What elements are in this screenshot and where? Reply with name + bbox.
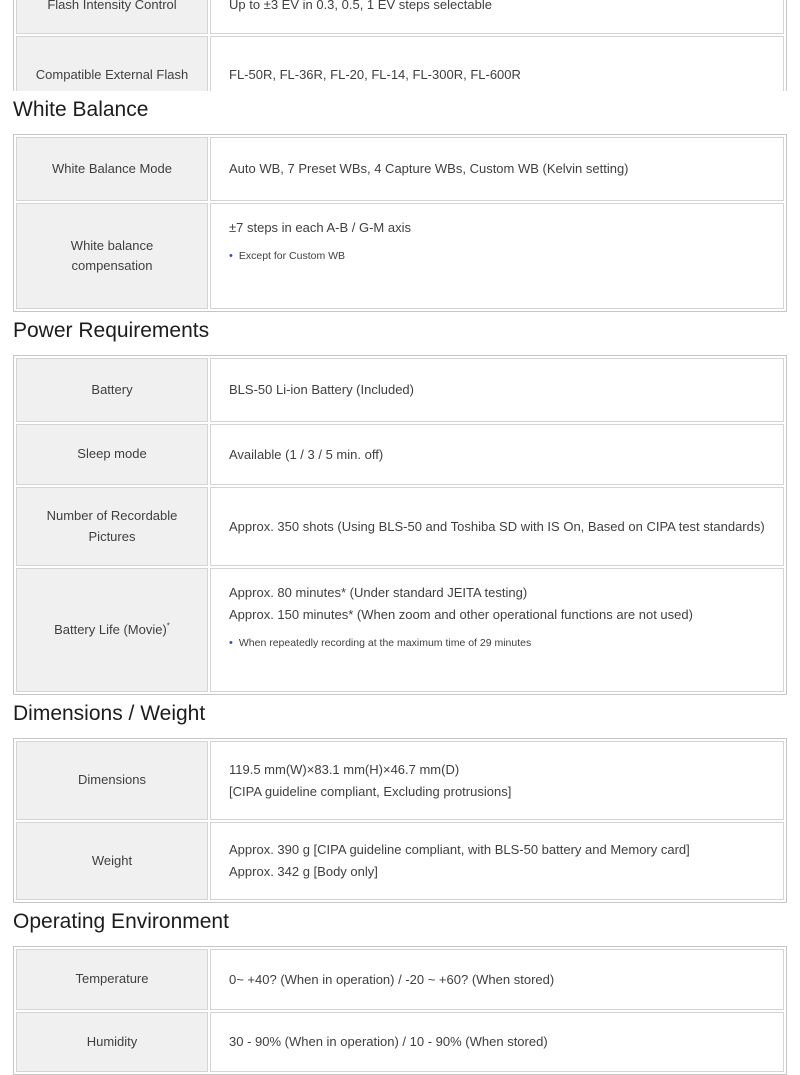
- spec-row: [16, 949, 784, 1010]
- spec-table-wrapper: [13, 738, 787, 903]
- spec-label-text: Temperature: [75, 971, 149, 987]
- spec-row: [16, 137, 784, 201]
- spec-table-wrapper: [13, 946, 787, 1075]
- spec-value-cell: [210, 487, 784, 566]
- spec-value-cell: [210, 822, 784, 900]
- spec-value-cell: [210, 1012, 784, 1072]
- spec-table-wrapper: [13, 134, 787, 312]
- spec-row: [16, 487, 784, 566]
- spec-value-line: 119.5 mm(W)×83.1 mm(H)×46.7 mm(D): [229, 761, 460, 777]
- spec-value-cell: [210, 949, 784, 1010]
- section-title: Power Requirements: [13, 319, 210, 342]
- spec-row: [16, 203, 784, 309]
- spec-label-cell: [16, 949, 208, 1010]
- spec-value-line: Approx. 150 minutes* (When zoom and other operational functions are not used): [229, 606, 693, 622]
- spec-value-line: Approx. 342 g [Body only]: [229, 864, 378, 879]
- spec-value-cell: [210, 358, 784, 422]
- spec-label-text: Number of Recordable Pictures: [46, 508, 178, 544]
- spec-value-line: Auto WB, 7 Preset WBs, 4 Capture WBs, Custom WB (Kelvin setting): [229, 161, 629, 177]
- spec-value-line: Approx. 350 shots (Using BLS-50 and Toshiba SD with IS On, Based on CIPA test standards): [229, 518, 765, 534]
- spec-label-cell: [16, 358, 208, 422]
- spec-table: [13, 355, 787, 695]
- spec-note: [229, 248, 765, 265]
- spec-label-text: Compatible External Flash: [35, 66, 189, 82]
- spec-table-wrapper: [13, 0, 787, 91]
- spec-value-cell: [210, 568, 784, 692]
- spec-value-line: ±7 steps in each A-B / G-M axis: [229, 220, 411, 235]
- note-bullet-icon: •: [229, 249, 233, 262]
- spec-label-text: Flash Intensity Control: [47, 0, 177, 12]
- section-title: Operating Environment: [13, 910, 229, 933]
- note-bullet-icon: •: [229, 636, 233, 649]
- spec-value-cell: [210, 741, 784, 820]
- spec-value-cell: [210, 424, 784, 485]
- spec-label-text: Weight: [91, 852, 133, 868]
- spec-table: [13, 134, 787, 312]
- spec-table: [13, 738, 787, 903]
- spec-row: [16, 424, 784, 485]
- spec-label-text: White balance compensation: [70, 237, 154, 273]
- spec-label-cell: [16, 137, 208, 201]
- spec-table: [13, 0, 787, 91]
- spec-label-cell: [16, 0, 208, 34]
- section-title: Dimensions / Weight: [13, 702, 206, 725]
- spec-value-line: Available (1 / 3 / 5 min. off): [229, 446, 384, 462]
- spec-value-line: FL-50R, FL-36R, FL-20, FL-14, FL-300R, FL-600R: [229, 67, 521, 83]
- spec-value-line: Approx. 80 minutes* (Under standard JEITA testing): [229, 585, 528, 600]
- spec-label-text: White Balance Mode: [52, 160, 172, 176]
- spec-value-line: BLS-50 Li-ion Battery (Included): [229, 382, 414, 398]
- spec-label-text: Battery: [91, 381, 133, 397]
- spec-row: [16, 358, 784, 422]
- spec-value-line: Approx. 390 g [CIPA guideline compliant, with BLS-50 battery and Memory card]: [229, 842, 690, 858]
- spec-row: [16, 36, 784, 91]
- section-title: White Balance: [13, 98, 149, 121]
- footnote-mark: *: [166, 621, 170, 631]
- spec-note-text: When repeatedly recording at the maximum time of 29 minutes: [238, 636, 532, 649]
- spec-label-cell: [16, 487, 208, 566]
- spec-value-cell: [210, 203, 784, 309]
- spec-label-cell: [16, 1012, 208, 1072]
- spec-row: [16, 741, 784, 820]
- spec-label-cell: [16, 36, 208, 91]
- spec-value-cell: [210, 137, 784, 201]
- spec-value-cell: [210, 0, 784, 34]
- spec-note-text: Except for Custom WB: [238, 249, 346, 262]
- spec-row: [16, 822, 784, 900]
- spec-label-text: Dimensions: [78, 772, 146, 788]
- spec-label-text: Battery Life (Movie): [54, 621, 167, 637]
- spec-label-cell: [16, 741, 208, 820]
- spec-row: [16, 1012, 784, 1072]
- spec-note: [229, 635, 765, 652]
- spec-table-wrapper: [13, 355, 787, 695]
- spec-label-text: Humidity: [86, 1033, 138, 1049]
- spec-label-text: Sleep mode: [77, 446, 147, 462]
- spec-table: [13, 946, 787, 1075]
- spec-label-cell: [16, 424, 208, 485]
- spec-value-line: 30 - 90% (When in operation) / 10 - 90% (When stored): [229, 1034, 548, 1050]
- spec-label-cell: [16, 822, 208, 900]
- spec-value-line: Up to ±3 EV in 0.3, 0.5, 1 EV steps selectable: [229, 0, 492, 13]
- spec-value-cell: [210, 36, 784, 91]
- spec-value-line: 0~ +40? (When in operation) / -20 ~ +60? (When stored): [229, 971, 555, 987]
- spec-row: [16, 0, 784, 34]
- spec-value-line: [CIPA guideline compliant, Excluding protrusions]: [229, 783, 512, 799]
- spec-row: [16, 568, 784, 692]
- spec-label-cell: [16, 203, 208, 309]
- spec-label-cell: [16, 568, 208, 692]
